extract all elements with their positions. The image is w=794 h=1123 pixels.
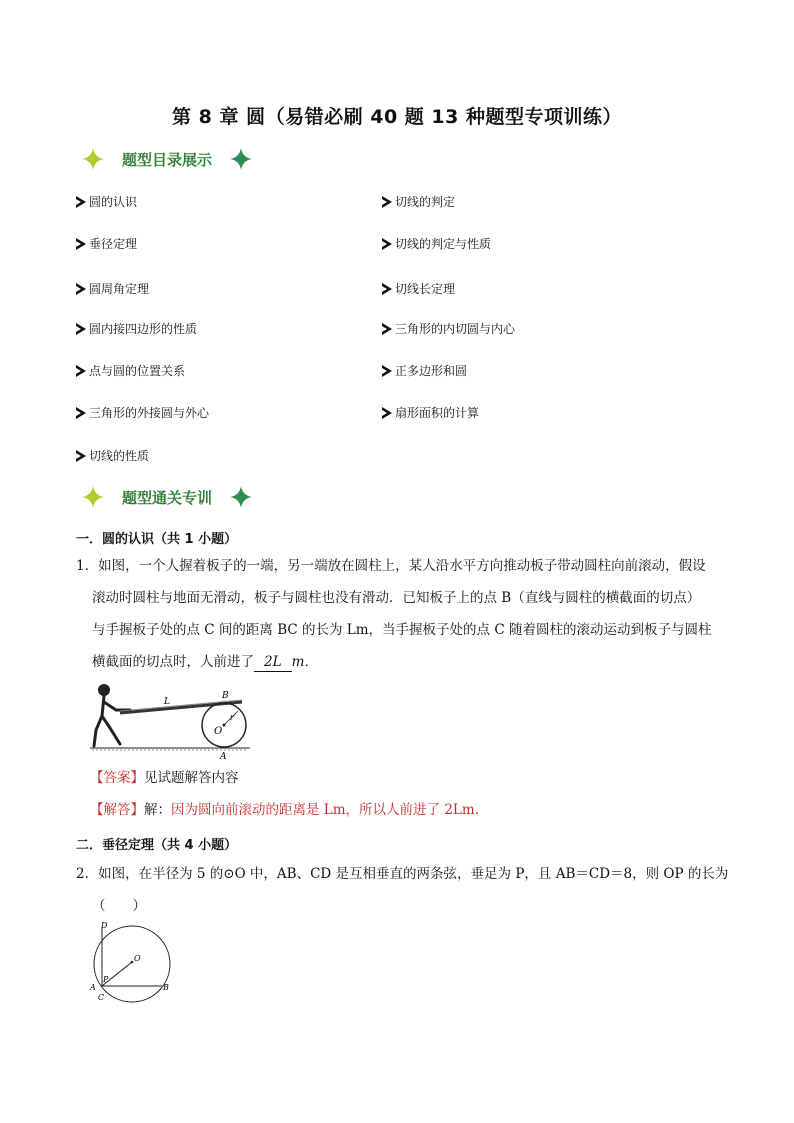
question-number: 2． [76,866,99,882]
label-P: P [103,975,109,984]
toc-item[interactable]: 圆的认识 [76,193,137,210]
label-r: r [230,713,234,722]
circle-O [94,926,170,1002]
question-2: 2．如图，在半径为 5 的⊙O 中，AB、CD 是互相垂直的两条弦，垂足为 P，且 AB＝CD＝8，则 OP 的长为 （ ） [76,866,729,914]
arrow-icon [76,323,86,335]
arrow-icon [76,365,86,377]
person-head [98,684,110,696]
arrow-icon [382,196,392,208]
label-A: A [220,752,227,760]
answer-blank: 2L [254,653,292,672]
arrow-icon [382,283,392,295]
practice-header-label: 题型通关专训 [122,488,213,507]
question-number: 1． [76,558,99,574]
board-edge [120,700,242,711]
practice-header [82,486,252,508]
toc-item[interactable]: 正多边形和圆 [382,362,467,379]
question-1: 1．如图，一个人握着板子的一端，另一端放在圆柱上，某人沿水平方向推动板子带动圆柱向前滚动，假设 滚动时圆柱与地面无滑动，板子与圆柱也没有滑动．已知板子上的点 B（直线与圆柱的横截面的切点） 与手握板子处的点 C 间的距离 BC 的长为 Lm，当手握板子处的点 C 随着圆柱的滚动运动到板子与圆柱 横截面的切点时，人前进了 2L m． [76,558,712,670]
sparkle-icon [230,486,252,508]
label-B: B [163,983,169,992]
arrow-icon [76,407,86,419]
arrow-icon [382,407,392,419]
label-O: O [134,954,141,963]
label-L: L [164,697,170,707]
answer-tag: 【答案】 [90,770,144,786]
toc-item[interactable]: 圆周角定理 [76,280,149,297]
toc-item[interactable]: 垂径定理 [76,235,137,252]
sparkle-icon [82,486,104,508]
toc-item[interactable]: 切线的判定与性质 [382,235,491,252]
toc-header [82,148,252,170]
toc-item[interactable]: 切线长定理 [382,280,455,297]
arrow-icon [76,238,86,250]
figure-circle-chords [88,918,178,1010]
toc-item[interactable]: 三角形的外接圆与外心 [76,404,209,421]
toc-item[interactable]: 扇形面积的计算 [382,404,479,421]
arrow-icon [382,365,392,377]
figure-person-board-cylinder [90,680,270,760]
label-O: O [214,726,223,737]
arrow-icon [76,450,86,462]
arrow-icon [382,238,392,250]
label-B: B [222,691,229,701]
toc-item[interactable]: 切线的判定 [382,193,455,210]
page-title: 第 8 章 圆（易错必刷 40 题 13 种题型专项训练） [172,106,622,128]
section-heading: 一．圆的认识（共 1 小题） [76,532,238,547]
toc-header-label: 题型目录展示 [122,150,213,169]
label-C: C [98,993,105,1002]
arrow-icon [76,283,86,295]
solution-tag: 【解答】 [90,802,144,818]
label-A: A [90,983,96,992]
sparkle-icon [230,148,252,170]
toc-item[interactable]: 点与圆的位置关系 [76,362,185,379]
toc-item[interactable]: 圆内接四边形的性质 [76,320,197,337]
solution-row: 【解答】解：因为圆向前滚动的距离是 Lm，所以人前进了 2Lm． [90,802,489,818]
toc-item[interactable]: 三角形的内切圆与内心 [382,320,515,337]
sparkle-icon [82,148,104,170]
section-heading: 二．垂径定理（共 4 小题） [76,838,238,853]
person-body [94,696,130,746]
answer-row: 【答案】见试题解答内容 [90,770,239,786]
arrow-icon [76,196,86,208]
label-D: D [101,921,108,930]
arrow-icon [382,323,392,335]
toc-item[interactable]: 切线的性质 [76,447,149,464]
center-O [131,961,134,964]
